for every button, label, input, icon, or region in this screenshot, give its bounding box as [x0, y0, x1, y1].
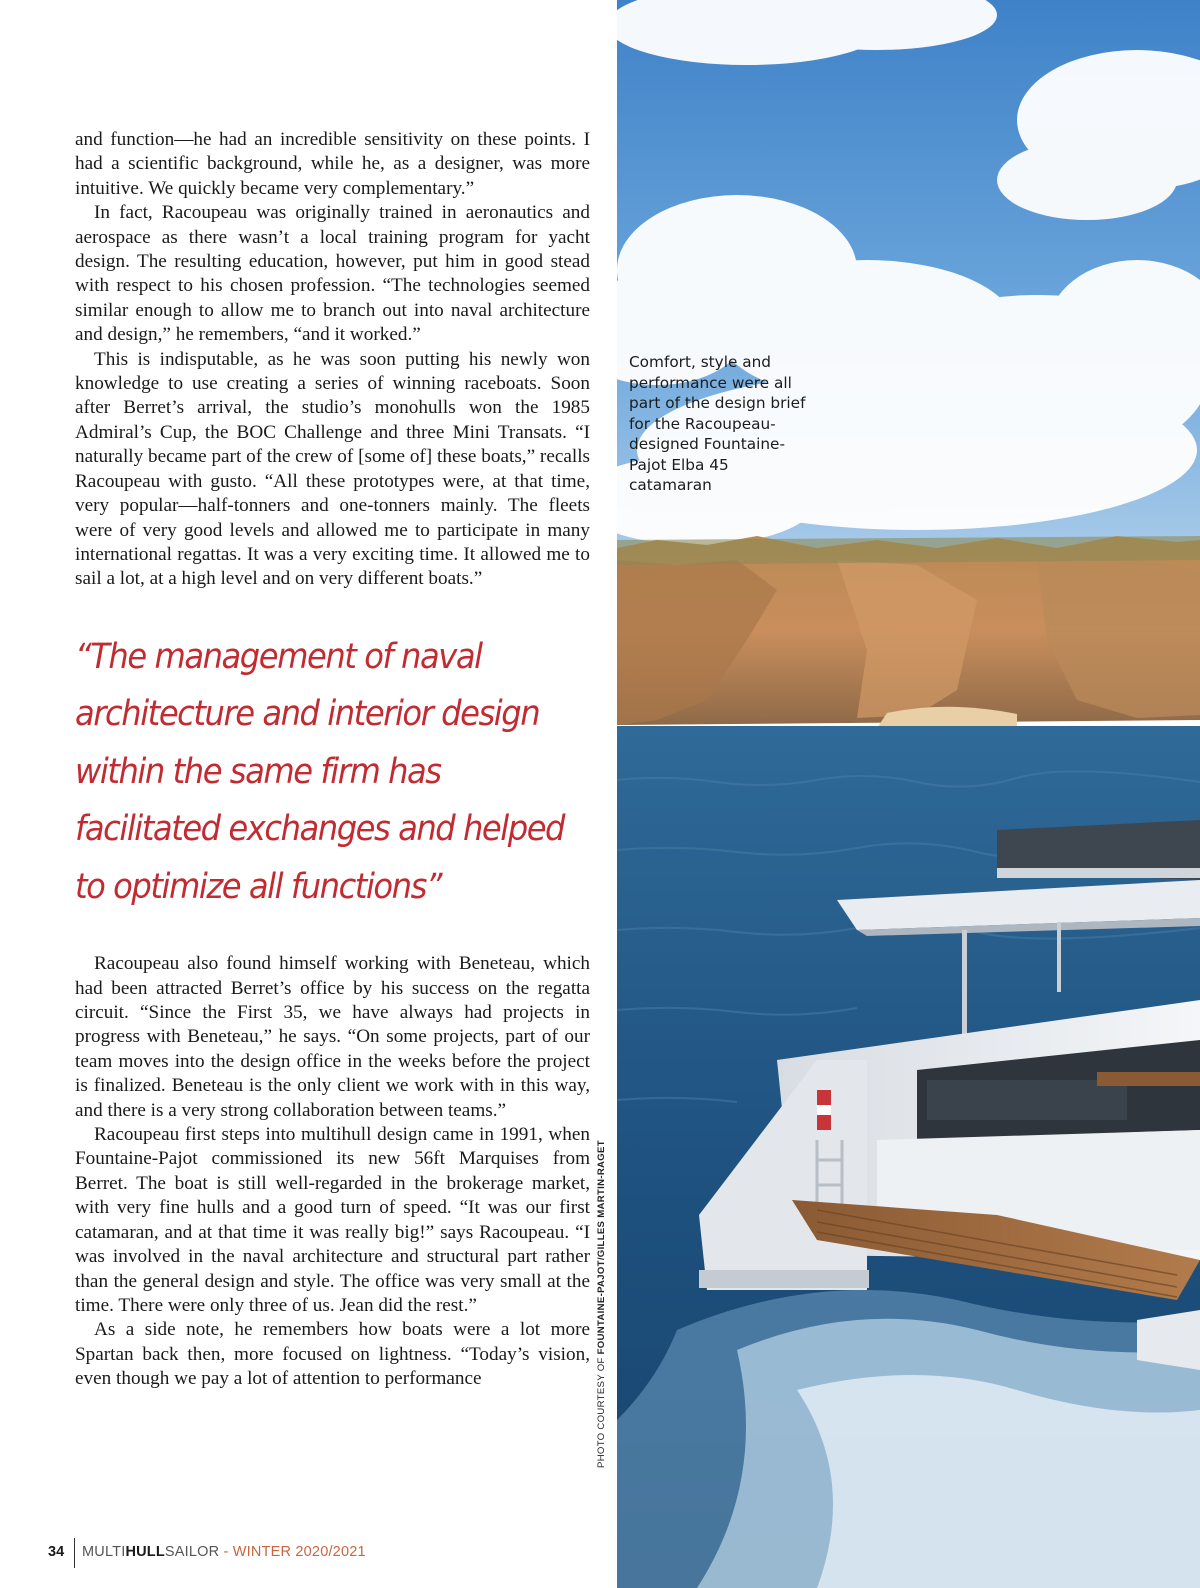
page-number: 34 — [48, 1544, 65, 1560]
article-paragraph-5: Racoupeau first steps into multihull design came in 1991, when Fountaine-Pajot commissioned its new 56ft Marquises from Berret. The boat is still well-regarded in the brokerage market, with very fine hulls and a good turn of speed. “It was our first catamaran, and at that time it was really big!” says Racoupeau. “I was involved in the naval architecture and structural part rather than the general design and style. The office was very small at the time. There were only three of us. Jean did the rest.” — [75, 1124, 590, 1316]
photo-credit-prefix: PHOTO COURTESY OF — [596, 1354, 607, 1468]
issue-date: - WINTER 2020/2021 — [219, 1544, 366, 1560]
article-paragraph-1: and function—he had an incredible sensitivity on these points. I had a scientific background, while he, as a designer, was more intuitive. We quickly became very complementary.” — [75, 129, 590, 199]
catamaran-photo-illustration — [617, 0, 1200, 1588]
catamaran-photo — [617, 0, 1200, 1588]
photo-credit — [596, 1140, 607, 1468]
photo-caption: Comfort, style and performance were all part of the design brief for the Racoupeau-designed Fountaine-Pajot Elba 45 catamaran — [629, 353, 806, 494]
magazine-name-sailor: SAILOR — [164, 1544, 220, 1560]
article-paragraph-6: As a side note, he remembers how boats were a lot more Spartan back then, more focused on lightness. “Today’s vision, even though we pay a lot of attention to performance — [75, 1319, 590, 1390]
article-column — [75, 128, 590, 1392]
page-footer — [0, 1538, 600, 1566]
article-paragraph-3: This is indisputable, as he was soon putting his newly won knowledge to use creating a series of winning raceboats. Soon after Berret’s arrival, the studio’s monohulls won the 1985 Admiral’s Cup, the BOC Challenge and three Mini Transats. “I naturally became part of the crew of [some of] these boats,” recalls Racoupeau with gusto. “All these prototypes were, at that time, very popular—half-tonners and one-tonners mainly. The fleets were of very good levels and allowed me to participate in many international regattas. It was a very exciting time. It allowed me to sail a lot, at a high level and on very different boats.” — [75, 348, 590, 590]
article-paragraph-4: Racoupeau also found himself working with Beneteau, which had been attracted Berret’s office by his success on the regatta circuit. “Since the First 35, we have always had projects in progress with Beneteau,” he says. “On some projects, part of our team moves into the design office in the weeks before the project is finalized. Beneteau is the only client we work with in this way, and there is a very strong collaboration between teams.” — [75, 953, 590, 1121]
magazine-name-hull: HULL — [125, 1544, 165, 1560]
photo-credit-names: FOUNTAINE-PAJOT/GILLES MARTIN-RAGET — [596, 1140, 607, 1355]
magazine-name-multi: MULTI — [82, 1544, 126, 1560]
footer-divider — [74, 1538, 75, 1568]
magazine-issue-line — [82, 1544, 366, 1560]
article-paragraph-2: In fact, Racoupeau was originally trained in aeronautics and aerospace as there wasn’t a local training program for yacht design. The resulting education, however, put him in good stead with respect to his chosen profession. “The technologies seemed similar enough to allow me to branch out into naval architecture and design,” he remembers, “and it worked.” — [75, 202, 590, 346]
pull-quote: “The management of naval architecture and interior design within the same firm has facilitated exchanges and helped to optimize all functions” — [75, 636, 565, 907]
